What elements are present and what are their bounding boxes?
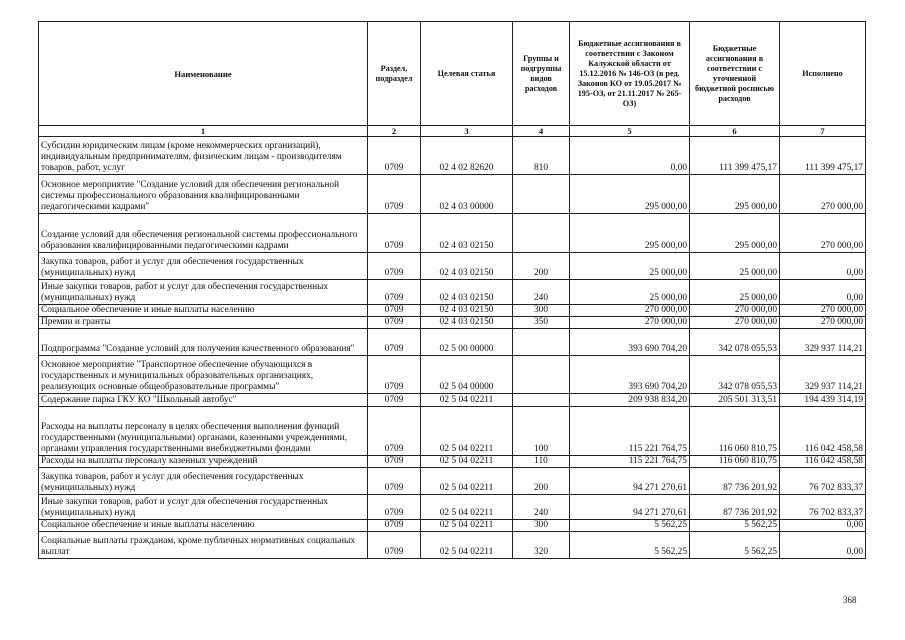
page-number: 368: [843, 595, 857, 605]
cell-type: [513, 394, 570, 407]
cell-budget: 295 000,00: [690, 214, 780, 253]
cell-law: 295 000,00: [570, 175, 690, 214]
cell-type: 240: [513, 495, 570, 520]
cell-target: 02 5 04 02211: [421, 407, 513, 456]
cell-budget: 270 000,00: [690, 305, 780, 317]
cell-type: 200: [513, 468, 570, 495]
cell-type: [513, 214, 570, 253]
column-number: 2: [368, 126, 421, 137]
cell-name: Закупка товаров, работ и услуг для обеспечения государственных (муниципальных) нужд: [39, 468, 368, 495]
cell-budget: 342 078 055,53: [690, 356, 780, 394]
cell-executed: 270 000,00: [780, 175, 866, 214]
header-groups: Группы и подгруппы видов расходов: [513, 22, 570, 126]
table-row: [39, 175, 866, 214]
cell-executed: 329 937 114,21: [780, 356, 866, 394]
cell-budget: 25 000,00: [690, 253, 780, 280]
cell-law: 209 938 834,20: [570, 394, 690, 407]
cell-name: Иные закупки товаров, работ и услуг для обеспечения государственных (муниципальных) нужд: [39, 280, 368, 305]
cell-law: 393 690 704,20: [570, 356, 690, 394]
cell-section: 0709: [368, 468, 421, 495]
cell-type: 240: [513, 280, 570, 305]
cell-law: 270 000,00: [570, 305, 690, 317]
cell-budget: 205 501 313,51: [690, 394, 780, 407]
cell-budget: 116 060 810,75: [690, 456, 780, 468]
cell-budget: 116 060 810,75: [690, 407, 780, 456]
cell-target: 02 4 03 02150: [421, 214, 513, 253]
cell-target: 02 5 04 02211: [421, 532, 513, 559]
cell-type: 350: [513, 317, 570, 329]
cell-budget: 87 736 201,92: [690, 495, 780, 520]
cell-target: 02 5 04 02211: [421, 456, 513, 468]
cell-executed: 76 702 833,37: [780, 495, 866, 520]
cell-law: 25 000,00: [570, 253, 690, 280]
table-row: [39, 394, 866, 407]
cell-law: 115 221 764,75: [570, 456, 690, 468]
cell-type: 110: [513, 456, 570, 468]
column-number: 3: [421, 126, 513, 137]
cell-name: Премии и гранты: [39, 317, 368, 329]
cell-target: 02 4 03 02150: [421, 280, 513, 305]
table-row: [39, 329, 866, 356]
header-section: Раздел, подраздел: [368, 22, 421, 126]
header-executed: Исполнено: [780, 22, 866, 126]
cell-executed: 111 399 475,17: [780, 137, 866, 175]
cell-section: 0709: [368, 520, 421, 532]
cell-name: Создание условий для обеспечения региональной системы профессионального образования квалифицированными педагогическими кадрами: [39, 214, 368, 253]
cell-type: 200: [513, 253, 570, 280]
cell-executed: 0,00: [780, 520, 866, 532]
table-row: [39, 305, 866, 317]
cell-name: Расходы на выплаты персоналу казенных учреждений: [39, 456, 368, 468]
cell-law: 393 690 704,20: [570, 329, 690, 356]
cell-law: 94 271 270,61: [570, 495, 690, 520]
cell-type: 320: [513, 532, 570, 559]
table-row: [39, 253, 866, 280]
cell-executed: 270 000,00: [780, 317, 866, 329]
header-budget: Бюджетные ассигнования в соответствии с уточненной бюджетной росписью расходов: [690, 22, 780, 126]
cell-name: Содержание парка ГКУ КО "Школьный автобус": [39, 394, 368, 407]
cell-section: 0709: [368, 214, 421, 253]
cell-name: Социальные выплаты гражданам, кроме публичных нормативных социальных выплат: [39, 532, 368, 559]
table-row: [39, 214, 866, 253]
cell-section: 0709: [368, 394, 421, 407]
cell-type: [513, 175, 570, 214]
cell-budget: 270 000,00: [690, 317, 780, 329]
cell-name: Субсидии юридическим лицам (кроме некоммерческих организаций), индивидуальным предпринимателям, физическим лицам - производителям товаров, работ, услуг: [39, 137, 368, 175]
cell-target: 02 5 04 02211: [421, 520, 513, 532]
cell-law: 270 000,00: [570, 317, 690, 329]
table-row: [39, 520, 866, 532]
cell-budget: 25 000,00: [690, 280, 780, 305]
column-number: 4: [513, 126, 570, 137]
header-law: Бюджетные ассигнования в соответствии с Законом Калужской области от 15.12.2016 № 146-ОЗ (в ред. Законов КО от 19.05.2017 № 195-ОЗ, от 21.11.2017 № 265-ОЗ): [570, 22, 690, 126]
cell-type: 300: [513, 305, 570, 317]
cell-budget: 342 078 055,53: [690, 329, 780, 356]
cell-section: 0709: [368, 407, 421, 456]
header-target: Целевая статья: [421, 22, 513, 126]
column-number: 5: [570, 126, 690, 137]
cell-section: 0709: [368, 532, 421, 559]
cell-law: 295 000,00: [570, 214, 690, 253]
cell-law: 5 562,25: [570, 532, 690, 559]
cell-target: 02 5 04 02211: [421, 468, 513, 495]
cell-law: 25 000,00: [570, 280, 690, 305]
cell-target: 02 5 04 00000: [421, 356, 513, 394]
cell-type: [513, 329, 570, 356]
cell-section: 0709: [368, 329, 421, 356]
cell-target: 02 4 03 02150: [421, 317, 513, 329]
cell-section: 0709: [368, 137, 421, 175]
header-row: [39, 22, 866, 126]
column-number: 7: [780, 126, 866, 137]
table-body: [39, 137, 866, 559]
cell-target: 02 4 03 00000: [421, 175, 513, 214]
cell-section: 0709: [368, 175, 421, 214]
cell-name: Расходы на выплаты персоналу в целях обеспечения выполнения функций государственными (муниципальными) органами, казенными учреждениями, органами управления государственными внебюджетными фондами: [39, 407, 368, 456]
cell-target: 02 5 04 02211: [421, 495, 513, 520]
cell-executed: 116 042 458,58: [780, 407, 866, 456]
cell-name: Основное мероприятие "Транспортное обеспечение обучающихся в государственных и муниципальных образовательных организациях, реализующих основные общеобразовательные программы": [39, 356, 368, 394]
table-row: [39, 317, 866, 329]
table-row: [39, 407, 866, 456]
cell-executed: 0,00: [780, 280, 866, 305]
cell-type: [513, 356, 570, 394]
cell-executed: 76 702 833,37: [780, 468, 866, 495]
cell-executed: 0,00: [780, 253, 866, 280]
cell-name: Закупка товаров, работ и услуг для обеспечения государственных (муниципальных) нужд: [39, 253, 368, 280]
table-row: [39, 468, 866, 495]
cell-executed: 329 937 114,21: [780, 329, 866, 356]
cell-name: Иные закупки товаров, работ и услуг для обеспечения государственных (муниципальных) нужд: [39, 495, 368, 520]
cell-name: Социальное обеспечение и иные выплаты населению: [39, 305, 368, 317]
cell-budget: 5 562,25: [690, 520, 780, 532]
cell-section: 0709: [368, 253, 421, 280]
cell-type: 300: [513, 520, 570, 532]
cell-executed: 0,00: [780, 532, 866, 559]
cell-budget: 295 000,00: [690, 175, 780, 214]
cell-target: 02 5 00 00000: [421, 329, 513, 356]
cell-name: Социальное обеспечение и иные выплаты населению: [39, 520, 368, 532]
cell-section: 0709: [368, 495, 421, 520]
column-numbers-row: [39, 126, 866, 137]
cell-target: 02 5 04 02211: [421, 394, 513, 407]
cell-section: 0709: [368, 305, 421, 317]
cell-section: 0709: [368, 317, 421, 329]
cell-section: 0709: [368, 456, 421, 468]
cell-budget: 5 562,25: [690, 532, 780, 559]
column-number: 6: [690, 126, 780, 137]
table-row: [39, 356, 866, 394]
cell-section: 0709: [368, 356, 421, 394]
table-row: [39, 137, 866, 175]
cell-type: 810: [513, 137, 570, 175]
budget-table: [38, 21, 866, 559]
cell-target: 02 4 03 02150: [421, 253, 513, 280]
table-row: [39, 456, 866, 468]
cell-law: 0,00: [570, 137, 690, 175]
column-number: 1: [39, 126, 368, 137]
cell-name: Основное мероприятие "Создание условий для обеспечения региональной системы профессионального образования квалифицированными педагогическими кадрами": [39, 175, 368, 214]
cell-executed: 194 439 314,19: [780, 394, 866, 407]
cell-target: 02 4 02 82620: [421, 137, 513, 175]
cell-budget: 111 399 475,17: [690, 137, 780, 175]
table-row: [39, 280, 866, 305]
table-row: [39, 532, 866, 559]
table-row: [39, 495, 866, 520]
cell-type: 100: [513, 407, 570, 456]
cell-section: 0709: [368, 280, 421, 305]
cell-name: Подпрограмма "Создание условий для получения качественного образования": [39, 329, 368, 356]
cell-budget: 87 736 201,92: [690, 468, 780, 495]
cell-law: 115 221 764,75: [570, 407, 690, 456]
header-name: Наименование: [39, 22, 368, 126]
cell-law: 94 271 270,61: [570, 468, 690, 495]
cell-law: 5 562,25: [570, 520, 690, 532]
cell-executed: 270 000,00: [780, 305, 866, 317]
cell-executed: 116 042 458,58: [780, 456, 866, 468]
cell-executed: 270 000,00: [780, 214, 866, 253]
cell-target: 02 4 03 02150: [421, 305, 513, 317]
